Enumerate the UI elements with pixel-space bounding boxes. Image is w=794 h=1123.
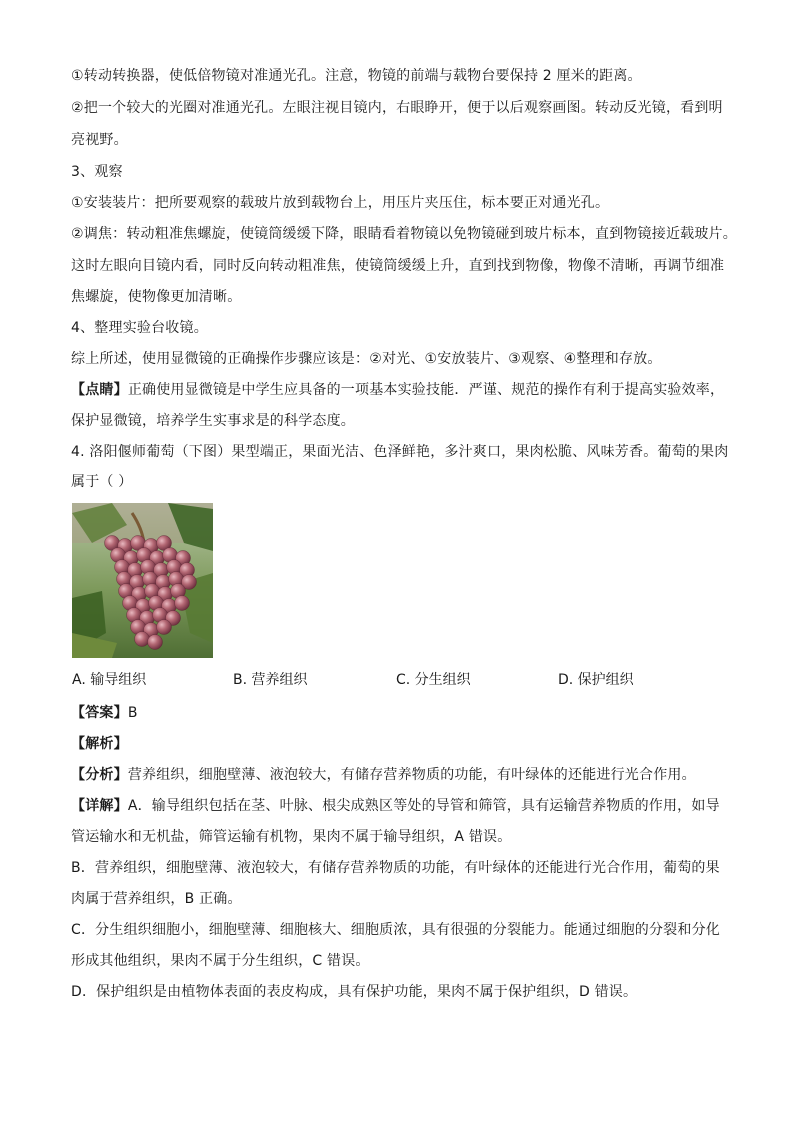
- text-line: ①转动转换器，使低倍物镜对准通光孔。注意，物镜的前端与载物台要保持 2 厘米的距离。: [71, 68, 642, 84]
- xiangjie-tag: 【详解】: [71, 798, 128, 814]
- answer-line: [71, 704, 138, 722]
- text-line: ②调焦：转动粗准焦螺旋，使镜筒缓缓下降，眼睛看着物镜以免物镜碰到玻片标本，直到物镜接近载玻片。: [71, 226, 737, 242]
- text-line: 这时左眼向目镜内看，同时反向转动粗准焦，使镜筒缓缓上升，直到找到物像，物像不清晰，再调节细准: [71, 258, 725, 274]
- text-line: 管运输水和无机盐，筛管运输有机物，果肉不属于输导组织，A 错误。: [71, 829, 512, 845]
- text-line: 保护显微镜，培养学生实事求是的科学态度。: [71, 413, 355, 429]
- question-text: 属于（ ）: [71, 474, 133, 490]
- text-line: ②把一个较大的光圈对准通光孔。左眼注视目镜内，右眼睁开，便于以后观察画图。转动反光镜，看到明: [71, 100, 723, 116]
- dianjing-paragraph: [71, 381, 724, 399]
- fenxi-tag: 【分析】: [71, 767, 128, 783]
- answer-value: B: [127, 705, 138, 721]
- section-heading: 3、观察: [71, 164, 123, 180]
- grape-photo-icon: [72, 503, 213, 658]
- xiangjie-line: [71, 797, 720, 815]
- section-heading: 4、整理实验台收镜。: [71, 320, 208, 336]
- answer-tag: 【答案】: [71, 705, 128, 721]
- option-d: D. 保护组织: [558, 672, 634, 688]
- text-line: 形成其他组织，果肉不属于分生组织，C 错误。: [71, 953, 370, 969]
- text-line: D．保护组织是由植物体表面的表皮构成，具有保护功能，果肉不属于保护组织，D 错误。: [71, 984, 638, 1000]
- dianjing-text: 正确使用显微镜是中学生应具备的一项基本实验技能．严谨、规范的操作有利于提高实验效率，: [127, 382, 725, 398]
- text-line: 肉属于营养组织，B 正确。: [71, 891, 242, 907]
- question-text: 4. 洛阳偃师葡萄（下图）果型端正，果面光洁、色泽鲜艳，多汁爽口，果肉松脆、风味芳香。葡萄的果肉: [71, 444, 729, 460]
- text-line: B．营养组织，细胞壁薄、液泡较大，有储存营养物质的功能，有叶绿体的还能进行光合作用，葡萄的果: [71, 860, 720, 876]
- text-line: 亮视野。: [71, 132, 128, 148]
- option-c: C. 分生组织: [396, 672, 471, 688]
- text-line: C．分生组织细胞小，细胞壁薄、细胞核大、细胞质浓，具有很强的分裂能力。能通过细胞的分裂和分化: [71, 922, 720, 938]
- text-line: 综上所述，使用显微镜的正确操作步骤应该是：②对光、①安放装片、③观察、④整理和存放。: [71, 351, 662, 367]
- fenxi-text: 营养组织，细胞壁薄、液泡较大，有储存营养物质的功能，有叶绿体的还能进行光合作用。: [127, 767, 696, 783]
- xiangjie-text: A．输导组织包括在茎、叶脉、根尖成熟区等处的导管和筛管，具有运输营养物质的作用，如导: [127, 798, 720, 814]
- dianjing-tag: 【点睛】: [71, 382, 128, 398]
- option-b: B. 营养组织: [233, 672, 308, 688]
- option-a: A. 输导组织: [72, 672, 147, 688]
- text-line: 焦螺旋，使物像更加清晰。: [71, 289, 242, 305]
- fenxi-line: [71, 766, 696, 784]
- analysis-heading: 【解析】: [71, 736, 128, 752]
- text-line: ①安装装片：把所要观察的载玻片放到载物台上，用压片夹压住，标本要正对通光孔。: [71, 195, 610, 211]
